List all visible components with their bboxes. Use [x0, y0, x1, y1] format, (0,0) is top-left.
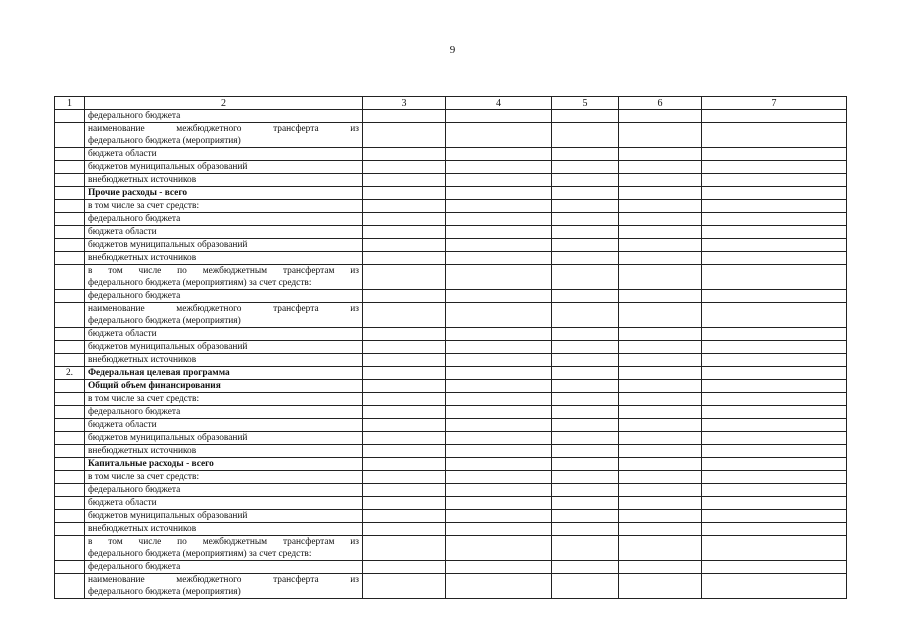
value-cell-col-4	[446, 148, 552, 161]
row-label-cell: внебюджетных источников	[85, 354, 363, 367]
row-number-cell	[55, 354, 85, 367]
value-cell-col-4	[446, 226, 552, 239]
value-cell-col-3	[363, 187, 446, 200]
table-row	[55, 148, 847, 161]
row-number-cell	[55, 510, 85, 523]
value-cell-col-3	[363, 110, 446, 123]
table-row	[55, 174, 847, 187]
row-number-cell	[55, 432, 85, 445]
row-label-cell: бюджета области	[85, 148, 363, 161]
value-cell-col-4	[446, 110, 552, 123]
value-cell-col-7	[702, 148, 847, 161]
value-cell-col-7	[702, 161, 847, 174]
row-label-cell: федерального бюджета	[85, 484, 363, 497]
row-label-line: федерального бюджета (мероприятия)	[88, 587, 241, 597]
value-cell-col-5	[552, 432, 619, 445]
table-row	[55, 406, 847, 419]
row-number-cell	[55, 393, 85, 406]
value-cell-col-5	[552, 367, 619, 380]
value-cell-col-6	[619, 290, 702, 303]
table-row	[55, 200, 847, 213]
row-label-cell: федерального бюджета	[85, 110, 363, 123]
row-number-cell	[55, 561, 85, 574]
table-row	[55, 239, 847, 252]
value-cell-col-5	[552, 226, 619, 239]
table-row	[55, 574, 847, 599]
value-cell-col-4	[446, 123, 552, 148]
row-label-cell: в том числе за счет средств:	[85, 471, 363, 484]
table-row	[55, 252, 847, 265]
row-label-cell: внебюджетных источников	[85, 174, 363, 187]
row-label-cell: федерального бюджета	[85, 561, 363, 574]
row-number-cell	[55, 174, 85, 187]
value-cell-col-3	[363, 290, 446, 303]
value-cell-col-4	[446, 561, 552, 574]
value-cell-col-6	[619, 328, 702, 341]
value-cell-col-5	[552, 419, 619, 432]
value-cell-col-6	[619, 380, 702, 393]
table-row	[55, 419, 847, 432]
value-cell-col-4	[446, 458, 552, 471]
value-cell-col-7	[702, 484, 847, 497]
value-cell-col-4	[446, 445, 552, 458]
row-number-cell	[55, 471, 85, 484]
value-cell-col-7	[702, 213, 847, 226]
value-cell-col-6	[619, 523, 702, 536]
row-number-cell	[55, 419, 85, 432]
row-label-cell: внебюджетных источников	[85, 523, 363, 536]
row-label-cell	[85, 303, 363, 328]
value-cell-col-5	[552, 445, 619, 458]
row-number-cell	[55, 574, 85, 599]
row-number-cell	[55, 213, 85, 226]
value-cell-col-5	[552, 484, 619, 497]
row-label-line: наименование межбюджетного трансферта из	[88, 124, 359, 134]
value-cell-col-6	[619, 445, 702, 458]
table-row	[55, 303, 847, 328]
value-cell-col-3	[363, 471, 446, 484]
row-label-line: федерального бюджета (мероприятия)	[88, 136, 241, 146]
row-label-cell: бюджетов муниципальных образований	[85, 341, 363, 354]
row-number-cell	[55, 328, 85, 341]
table-row	[55, 510, 847, 523]
value-cell-col-5	[552, 265, 619, 290]
table-row	[55, 226, 847, 239]
value-cell-col-6	[619, 123, 702, 148]
value-cell-col-7	[702, 303, 847, 328]
value-cell-col-3	[363, 226, 446, 239]
row-label-cell: в том числе за счет средств:	[85, 393, 363, 406]
value-cell-col-6	[619, 110, 702, 123]
table-row	[55, 341, 847, 354]
value-cell-col-7	[702, 380, 847, 393]
value-cell-col-5	[552, 341, 619, 354]
row-number-cell	[55, 187, 85, 200]
value-cell-col-7	[702, 110, 847, 123]
row-label-line: наименование межбюджетного трансферта из	[88, 304, 359, 314]
value-cell-col-5	[552, 239, 619, 252]
value-cell-col-5	[552, 510, 619, 523]
value-cell-col-4	[446, 574, 552, 599]
column-header-5: 5	[552, 97, 619, 110]
row-number-cell	[55, 303, 85, 328]
value-cell-col-3	[363, 239, 446, 252]
column-header-3: 3	[363, 97, 446, 110]
value-cell-col-4	[446, 252, 552, 265]
table-row	[55, 187, 847, 200]
table-row	[55, 471, 847, 484]
value-cell-col-3	[363, 561, 446, 574]
row-number-cell	[55, 226, 85, 239]
row-label-cell: бюджетов муниципальных образований	[85, 510, 363, 523]
row-label-line: федерального бюджета (мероприятиям) за счет средств:	[88, 278, 312, 288]
value-cell-col-7	[702, 367, 847, 380]
value-cell-col-4	[446, 484, 552, 497]
table-row	[55, 265, 847, 290]
value-cell-col-7	[702, 523, 847, 536]
value-cell-col-7	[702, 561, 847, 574]
value-cell-col-6	[619, 471, 702, 484]
row-label-cell: Капитальные расходы - всего	[85, 458, 363, 471]
table-row	[55, 110, 847, 123]
value-cell-col-6	[619, 161, 702, 174]
column-header-2: 2	[85, 97, 363, 110]
value-cell-col-7	[702, 174, 847, 187]
value-cell-col-7	[702, 419, 847, 432]
value-cell-col-6	[619, 406, 702, 419]
value-cell-col-7	[702, 200, 847, 213]
row-label-cell	[85, 536, 363, 561]
value-cell-col-4	[446, 187, 552, 200]
row-number-cell	[55, 290, 85, 303]
row-number-cell	[55, 497, 85, 510]
value-cell-col-5	[552, 123, 619, 148]
value-cell-col-3	[363, 380, 446, 393]
table-row	[55, 458, 847, 471]
table-row	[55, 161, 847, 174]
row-number-cell	[55, 265, 85, 290]
table-row	[55, 367, 847, 380]
row-number-cell	[55, 484, 85, 497]
value-cell-col-5	[552, 497, 619, 510]
value-cell-col-7	[702, 445, 847, 458]
value-cell-col-7	[702, 406, 847, 419]
value-cell-col-3	[363, 148, 446, 161]
value-cell-col-4	[446, 432, 552, 445]
value-cell-col-3	[363, 445, 446, 458]
row-label-cell: федерального бюджета	[85, 290, 363, 303]
table-row	[55, 523, 847, 536]
value-cell-col-6	[619, 536, 702, 561]
value-cell-col-6	[619, 174, 702, 187]
value-cell-col-5	[552, 536, 619, 561]
value-cell-col-7	[702, 354, 847, 367]
row-label-cell: бюджета области	[85, 328, 363, 341]
row-label-cell: в том числе за счет средств:	[85, 200, 363, 213]
financing-table	[54, 96, 847, 599]
row-label-line: в том числе по межбюджетным трансфертам из	[88, 537, 359, 547]
table-row	[55, 380, 847, 393]
value-cell-col-6	[619, 354, 702, 367]
row-label-line: федерального бюджета (мероприятиям) за счет средств:	[88, 549, 312, 559]
value-cell-col-3	[363, 341, 446, 354]
row-number-cell	[55, 200, 85, 213]
value-cell-col-6	[619, 484, 702, 497]
value-cell-col-6	[619, 510, 702, 523]
value-cell-col-6	[619, 148, 702, 161]
value-cell-col-5	[552, 574, 619, 599]
value-cell-col-3	[363, 161, 446, 174]
row-label-cell: бюджетов муниципальных образований	[85, 239, 363, 252]
value-cell-col-6	[619, 367, 702, 380]
row-label-cell	[85, 265, 363, 290]
value-cell-col-6	[619, 458, 702, 471]
value-cell-col-3	[363, 406, 446, 419]
page-number: 9	[449, 44, 456, 56]
value-cell-col-7	[702, 510, 847, 523]
row-label-cell: Федеральная целевая программа	[85, 367, 363, 380]
value-cell-col-6	[619, 574, 702, 599]
row-label-cell: Общий объем финансирования	[85, 380, 363, 393]
value-cell-col-4	[446, 161, 552, 174]
value-cell-col-3	[363, 123, 446, 148]
value-cell-col-4	[446, 354, 552, 367]
value-cell-col-6	[619, 419, 702, 432]
value-cell-col-5	[552, 354, 619, 367]
value-cell-col-5	[552, 200, 619, 213]
value-cell-col-5	[552, 523, 619, 536]
value-cell-col-3	[363, 432, 446, 445]
value-cell-col-5	[552, 252, 619, 265]
row-number-cell	[55, 445, 85, 458]
value-cell-col-7	[702, 226, 847, 239]
value-cell-col-5	[552, 213, 619, 226]
row-number-cell	[55, 161, 85, 174]
row-label-cell: внебюджетных источников	[85, 252, 363, 265]
value-cell-col-4	[446, 419, 552, 432]
value-cell-col-4	[446, 341, 552, 354]
value-cell-col-6	[619, 303, 702, 328]
value-cell-col-5	[552, 561, 619, 574]
table-row	[55, 290, 847, 303]
row-label-cell: бюджетов муниципальных образований	[85, 161, 363, 174]
value-cell-col-5	[552, 406, 619, 419]
row-label-line: в том числе по межбюджетным трансфертам из	[88, 266, 359, 276]
value-cell-col-7	[702, 393, 847, 406]
table-row	[55, 432, 847, 445]
value-cell-col-4	[446, 523, 552, 536]
value-cell-col-3	[363, 536, 446, 561]
table-header-row	[55, 97, 847, 110]
value-cell-col-6	[619, 213, 702, 226]
table-row	[55, 445, 847, 458]
row-number-cell	[55, 123, 85, 148]
column-header-4: 4	[446, 97, 552, 110]
value-cell-col-6	[619, 561, 702, 574]
value-cell-col-4	[446, 367, 552, 380]
value-cell-col-3	[363, 174, 446, 187]
row-number-cell	[55, 341, 85, 354]
row-number-cell: 2.	[55, 367, 85, 380]
value-cell-col-6	[619, 432, 702, 445]
table-row	[55, 328, 847, 341]
value-cell-col-4	[446, 239, 552, 252]
row-number-cell	[55, 458, 85, 471]
column-header-7: 7	[702, 97, 847, 110]
value-cell-col-4	[446, 536, 552, 561]
value-cell-col-4	[446, 303, 552, 328]
row-number-cell	[55, 380, 85, 393]
table-row	[55, 484, 847, 497]
value-cell-col-3	[363, 200, 446, 213]
value-cell-col-6	[619, 393, 702, 406]
table-row	[55, 561, 847, 574]
row-number-cell	[55, 536, 85, 561]
value-cell-col-7	[702, 187, 847, 200]
row-label-line: наименование межбюджетного трансферта из	[88, 575, 359, 585]
value-cell-col-7	[702, 471, 847, 484]
column-header-6: 6	[619, 97, 702, 110]
table-row	[55, 536, 847, 561]
value-cell-col-5	[552, 380, 619, 393]
value-cell-col-5	[552, 161, 619, 174]
value-cell-col-4	[446, 174, 552, 187]
value-cell-col-5	[552, 174, 619, 187]
row-label-cell: бюджета области	[85, 226, 363, 239]
row-label-cell: бюджета области	[85, 497, 363, 510]
table-row	[55, 354, 847, 367]
value-cell-col-4	[446, 380, 552, 393]
value-cell-col-3	[363, 419, 446, 432]
value-cell-col-6	[619, 226, 702, 239]
value-cell-col-4	[446, 328, 552, 341]
row-label-line: федерального бюджета (мероприятия)	[88, 316, 241, 326]
row-number-cell	[55, 252, 85, 265]
row-label-cell	[85, 574, 363, 599]
value-cell-col-7	[702, 341, 847, 354]
value-cell-col-7	[702, 458, 847, 471]
value-cell-col-7	[702, 252, 847, 265]
value-cell-col-3	[363, 354, 446, 367]
value-cell-col-3	[363, 265, 446, 290]
value-cell-col-6	[619, 187, 702, 200]
value-cell-col-4	[446, 265, 552, 290]
row-number-cell	[55, 110, 85, 123]
row-number-cell	[55, 406, 85, 419]
value-cell-col-4	[446, 393, 552, 406]
row-number-cell	[55, 239, 85, 252]
row-label-cell: федерального бюджета	[85, 406, 363, 419]
value-cell-col-4	[446, 213, 552, 226]
table-row	[55, 123, 847, 148]
row-number-cell	[55, 148, 85, 161]
row-label-cell: бюджетов муниципальных образований	[85, 432, 363, 445]
value-cell-col-3	[363, 213, 446, 226]
value-cell-col-6	[619, 265, 702, 290]
table-row	[55, 497, 847, 510]
value-cell-col-5	[552, 393, 619, 406]
row-label-cell	[85, 123, 363, 148]
value-cell-col-5	[552, 328, 619, 341]
value-cell-col-7	[702, 328, 847, 341]
value-cell-col-5	[552, 290, 619, 303]
value-cell-col-3	[363, 367, 446, 380]
value-cell-col-7	[702, 290, 847, 303]
row-number-cell	[55, 523, 85, 536]
value-cell-col-4	[446, 510, 552, 523]
value-cell-col-4	[446, 200, 552, 213]
value-cell-col-4	[446, 497, 552, 510]
row-label-cell: внебюджетных источников	[85, 445, 363, 458]
value-cell-col-5	[552, 458, 619, 471]
value-cell-col-3	[363, 484, 446, 497]
value-cell-col-5	[552, 471, 619, 484]
value-cell-col-3	[363, 497, 446, 510]
value-cell-col-4	[446, 406, 552, 419]
row-label-cell: бюджета области	[85, 419, 363, 432]
column-header-1: 1	[55, 97, 85, 110]
value-cell-col-3	[363, 303, 446, 328]
table-row	[55, 213, 847, 226]
value-cell-col-5	[552, 303, 619, 328]
value-cell-col-7	[702, 432, 847, 445]
value-cell-col-3	[363, 574, 446, 599]
value-cell-col-4	[446, 471, 552, 484]
value-cell-col-3	[363, 252, 446, 265]
value-cell-col-6	[619, 252, 702, 265]
value-cell-col-6	[619, 239, 702, 252]
table-row	[55, 393, 847, 406]
value-cell-col-6	[619, 341, 702, 354]
value-cell-col-7	[702, 536, 847, 561]
value-cell-col-7	[702, 239, 847, 252]
value-cell-col-7	[702, 123, 847, 148]
value-cell-col-3	[363, 510, 446, 523]
value-cell-col-5	[552, 110, 619, 123]
value-cell-col-7	[702, 265, 847, 290]
value-cell-col-6	[619, 200, 702, 213]
value-cell-col-3	[363, 393, 446, 406]
value-cell-col-7	[702, 574, 847, 599]
value-cell-col-6	[619, 497, 702, 510]
value-cell-col-3	[363, 458, 446, 471]
value-cell-col-7	[702, 497, 847, 510]
value-cell-col-4	[446, 290, 552, 303]
row-label-cell: федерального бюджета	[85, 213, 363, 226]
value-cell-col-3	[363, 523, 446, 536]
row-label-cell: Прочие расходы - всего	[85, 187, 363, 200]
value-cell-col-3	[363, 328, 446, 341]
value-cell-col-5	[552, 148, 619, 161]
value-cell-col-5	[552, 187, 619, 200]
